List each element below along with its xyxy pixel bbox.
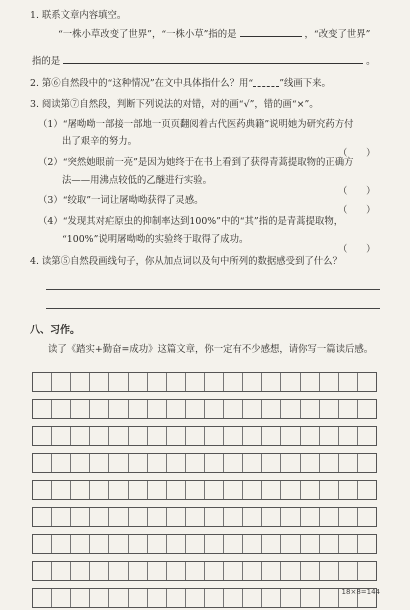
grid-cell[interactable]	[129, 427, 148, 445]
grid-cell[interactable]	[243, 508, 262, 526]
grid-row	[32, 534, 377, 554]
grid-cell[interactable]	[90, 427, 109, 445]
grid-cell[interactable]	[33, 481, 52, 499]
grid-row	[32, 426, 377, 446]
grid-cell[interactable]	[90, 508, 109, 526]
grid-cell[interactable]	[358, 481, 376, 499]
grid-cell[interactable]	[109, 508, 128, 526]
grid-cell[interactable]	[52, 535, 71, 553]
grid-cell[interactable]	[224, 454, 243, 472]
grid-cell[interactable]	[167, 373, 186, 391]
writing-grid[interactable]	[32, 372, 377, 608]
grid-cell[interactable]	[224, 508, 243, 526]
grid-cell[interactable]	[148, 589, 167, 607]
grid-cell[interactable]	[281, 481, 300, 499]
grid-cell[interactable]	[129, 481, 148, 499]
grid-row	[32, 399, 377, 419]
grid-cell[interactable]	[52, 589, 71, 607]
grid-cell[interactable]	[205, 508, 224, 526]
grid-cell[interactable]	[301, 508, 320, 526]
grid-cell[interactable]	[339, 562, 358, 580]
grid-cell[interactable]	[262, 589, 281, 607]
grid-cell[interactable]	[339, 508, 358, 526]
grid-row	[32, 507, 377, 527]
grid-cell[interactable]	[301, 427, 320, 445]
grid-cell[interactable]	[90, 562, 109, 580]
grid-cell[interactable]	[205, 400, 224, 418]
grid-cell[interactable]	[90, 373, 109, 391]
grid-cell[interactable]	[186, 400, 205, 418]
grid-cell[interactable]	[301, 400, 320, 418]
grid-cell[interactable]	[148, 562, 167, 580]
grid-cell[interactable]	[301, 562, 320, 580]
grid-cell[interactable]	[224, 481, 243, 499]
grid-cell[interactable]	[262, 562, 281, 580]
grid-cell[interactable]	[262, 481, 281, 499]
grid-cell[interactable]	[71, 562, 90, 580]
q1-blank-1[interactable]	[240, 36, 302, 37]
grid-row	[32, 453, 377, 473]
grid-cell[interactable]	[243, 427, 262, 445]
q3-item-4-line2: “100%”说明屠呦呦的实验终于取得了成功。	[62, 234, 249, 245]
grid-cell[interactable]	[320, 562, 339, 580]
grid-cell[interactable]	[129, 562, 148, 580]
grid-cell[interactable]	[186, 589, 205, 607]
q2-text-end: ”线画下来。	[279, 78, 331, 89]
grid-cell[interactable]	[243, 535, 262, 553]
grid-cell[interactable]	[281, 427, 300, 445]
grid-cell[interactable]	[167, 481, 186, 499]
grid-cell[interactable]	[243, 562, 262, 580]
grid-cell[interactable]	[109, 373, 128, 391]
grid-cell[interactable]	[320, 508, 339, 526]
grid-cell[interactable]	[167, 589, 186, 607]
grid-cell[interactable]	[33, 562, 52, 580]
q1-line1-text: “一株小草改变了世界”，“一株小草”指的是	[58, 29, 237, 40]
grid-cell[interactable]	[148, 373, 167, 391]
grid-cell[interactable]	[339, 400, 358, 418]
q1-line2-start: 指的是	[32, 56, 61, 67]
grid-cell[interactable]	[129, 589, 148, 607]
grid-cell[interactable]	[301, 589, 320, 607]
grid-cell[interactable]	[33, 508, 52, 526]
grid-cell[interactable]	[71, 373, 90, 391]
grid-cell[interactable]	[52, 562, 71, 580]
grid-cell[interactable]	[262, 535, 281, 553]
grid-cell[interactable]	[358, 454, 376, 472]
grid-cell[interactable]	[148, 481, 167, 499]
grid-cell[interactable]	[262, 454, 281, 472]
grid-cell[interactable]	[109, 562, 128, 580]
grid-cell[interactable]	[339, 427, 358, 445]
grid-cell[interactable]	[358, 508, 376, 526]
grid-cell[interactable]	[320, 427, 339, 445]
grid-cell[interactable]	[358, 535, 376, 553]
grid-cell[interactable]	[262, 427, 281, 445]
grid-cell[interactable]	[186, 535, 205, 553]
q3-item-4-line1: （4）“发现其对疟原虫的抑制率达到100%”中的“其”指的是青蒿提取物，	[38, 216, 344, 227]
grid-cell[interactable]	[109, 427, 128, 445]
grid-cell[interactable]	[320, 454, 339, 472]
grid-cell[interactable]	[205, 481, 224, 499]
grid-cell[interactable]	[262, 373, 281, 391]
grid-cell[interactable]	[243, 373, 262, 391]
grid-cell[interactable]	[224, 562, 243, 580]
q3-item-2-answer[interactable]: （ ）	[338, 186, 376, 197]
grid-row	[32, 588, 377, 608]
q3-item-3-line1: （3）“绞取”一词让屠呦呦获得了灵感。	[38, 195, 204, 206]
grid-cell[interactable]	[52, 481, 71, 499]
q1-line2-end: 。	[366, 56, 376, 67]
grid-cell[interactable]	[243, 481, 262, 499]
grid-cell[interactable]	[224, 373, 243, 391]
q4-answer-line-1[interactable]	[46, 289, 380, 290]
grid-cell[interactable]	[71, 589, 90, 607]
grid-cell[interactable]	[281, 535, 300, 553]
q2-question	[30, 78, 331, 90]
grid-count-note: 18×8=144	[341, 588, 380, 596]
grid-cell[interactable]	[129, 454, 148, 472]
grid-cell[interactable]	[339, 535, 358, 553]
grid-cell[interactable]	[320, 589, 339, 607]
grid-cell[interactable]	[129, 400, 148, 418]
grid-cell[interactable]	[320, 535, 339, 553]
grid-cell[interactable]	[167, 562, 186, 580]
q1-title: 1. 联系文章内容填空。	[30, 10, 127, 21]
q4-answer-line-2[interactable]	[46, 308, 380, 309]
grid-cell[interactable]	[109, 589, 128, 607]
grid-cell[interactable]	[109, 454, 128, 472]
grid-cell[interactable]	[186, 427, 205, 445]
grid-row	[32, 372, 377, 392]
grid-cell[interactable]	[358, 427, 376, 445]
grid-cell[interactable]	[301, 454, 320, 472]
q3-item-1-line1: （1）“屠呦呦一部接一部地一页页翻阅着古代医药典籍”说明她为研究药方付	[38, 119, 354, 130]
grid-cell[interactable]	[262, 400, 281, 418]
grid-cell[interactable]	[224, 400, 243, 418]
grid-cell[interactable]	[167, 535, 186, 553]
grid-cell[interactable]	[33, 373, 52, 391]
grid-cell[interactable]	[71, 508, 90, 526]
grid-cell[interactable]	[301, 481, 320, 499]
grid-cell[interactable]	[90, 454, 109, 472]
grid-cell[interactable]	[186, 562, 205, 580]
grid-cell[interactable]	[52, 427, 71, 445]
section8-prompt: 读了《踏实+勤奋=成功》这篇文章，你一定有不少感想，请你写一篇读后感。	[48, 344, 374, 355]
grid-cell[interactable]	[358, 400, 376, 418]
grid-cell[interactable]	[33, 454, 52, 472]
grid-cell[interactable]	[109, 535, 128, 553]
grid-cell[interactable]	[186, 481, 205, 499]
grid-cell[interactable]	[339, 481, 358, 499]
grid-cell[interactable]	[109, 481, 128, 499]
grid-cell[interactable]	[186, 454, 205, 472]
grid-cell[interactable]	[224, 535, 243, 553]
grid-cell[interactable]	[148, 535, 167, 553]
q3-title: 3. 阅读第⑦自然段，判断下列说法的对错，对的画“√”，错的画“×”。	[30, 99, 319, 110]
q2-text: 2. 第⑥自然段中的“这种情况”在文中具体指什么？用“	[30, 78, 254, 89]
grid-cell[interactable]	[243, 454, 262, 472]
q3-item-1-answer[interactable]: （ ）	[338, 148, 376, 159]
grid-cell[interactable]	[358, 562, 376, 580]
grid-cell[interactable]	[281, 508, 300, 526]
grid-cell[interactable]	[243, 589, 262, 607]
grid-cell[interactable]	[186, 373, 205, 391]
grid-cell[interactable]	[358, 373, 376, 391]
grid-cell[interactable]	[71, 427, 90, 445]
grid-cell[interactable]	[167, 400, 186, 418]
grid-cell[interactable]	[281, 454, 300, 472]
q1-blank-2[interactable]	[63, 63, 363, 64]
grid-cell[interactable]	[339, 373, 358, 391]
q4-question: 4. 读第⑤自然段画线句子，你从加点词以及句中所列的数据感受到了什么？	[30, 256, 342, 267]
grid-cell[interactable]	[320, 400, 339, 418]
grid-cell[interactable]	[148, 508, 167, 526]
grid-cell[interactable]	[301, 535, 320, 553]
q3-item-3-answer[interactable]: （ ）	[338, 205, 376, 216]
grid-cell[interactable]	[33, 427, 52, 445]
grid-cell[interactable]	[52, 400, 71, 418]
grid-cell[interactable]	[339, 454, 358, 472]
grid-cell[interactable]	[281, 373, 300, 391]
q1-line1	[58, 29, 370, 41]
grid-cell[interactable]	[167, 454, 186, 472]
q1-line2	[32, 56, 376, 68]
grid-cell[interactable]	[90, 535, 109, 553]
grid-cell[interactable]	[90, 400, 109, 418]
grid-cell[interactable]	[224, 427, 243, 445]
q3-item-2-line1: （2）“突然她眼前一亮”是因为她终于在书上看到了获得青蒿提取物的正确方	[38, 157, 354, 168]
grid-cell[interactable]	[186, 508, 205, 526]
grid-cell[interactable]	[262, 508, 281, 526]
grid-cell[interactable]	[281, 589, 300, 607]
grid-cell[interactable]	[90, 589, 109, 607]
grid-cell[interactable]	[167, 508, 186, 526]
grid-cell[interactable]	[148, 427, 167, 445]
grid-cell[interactable]	[320, 373, 339, 391]
grid-cell[interactable]	[320, 481, 339, 499]
grid-cell[interactable]	[205, 373, 224, 391]
grid-cell[interactable]	[224, 589, 243, 607]
grid-cell[interactable]	[167, 427, 186, 445]
grid-cell[interactable]	[243, 400, 262, 418]
section8-title: 八、习作。	[30, 325, 80, 336]
grid-cell[interactable]	[33, 400, 52, 418]
grid-cell[interactable]	[33, 589, 52, 607]
grid-cell[interactable]	[129, 535, 148, 553]
grid-cell[interactable]	[205, 589, 224, 607]
grid-cell[interactable]	[90, 481, 109, 499]
grid-cell[interactable]	[71, 481, 90, 499]
grid-cell[interactable]	[281, 562, 300, 580]
grid-cell[interactable]	[52, 373, 71, 391]
grid-cell[interactable]	[205, 535, 224, 553]
wavy-line-icon	[253, 80, 279, 87]
grid-cell[interactable]	[301, 373, 320, 391]
q3-item-4-answer[interactable]: （ ）	[338, 244, 376, 255]
grid-cell[interactable]	[205, 562, 224, 580]
grid-cell[interactable]	[148, 454, 167, 472]
grid-cell[interactable]	[129, 508, 148, 526]
grid-cell[interactable]	[71, 454, 90, 472]
grid-cell[interactable]	[129, 373, 148, 391]
grid-row	[32, 561, 377, 581]
grid-cell[interactable]	[52, 454, 71, 472]
grid-cell[interactable]	[148, 400, 167, 418]
grid-row	[32, 480, 377, 500]
grid-cell[interactable]	[71, 400, 90, 418]
grid-cell[interactable]	[205, 454, 224, 472]
grid-cell[interactable]	[33, 535, 52, 553]
grid-cell[interactable]	[109, 400, 128, 418]
q3-item-1-line2: 出了艰辛的努力。	[62, 136, 138, 147]
q3-item-2-line2: 法——用沸点较低的乙醚进行实验。	[62, 175, 213, 186]
grid-cell[interactable]	[281, 400, 300, 418]
grid-cell[interactable]	[71, 535, 90, 553]
q1-line1-end: ，“改变了世界”	[304, 29, 371, 40]
grid-cell[interactable]	[52, 508, 71, 526]
grid-cell[interactable]	[205, 427, 224, 445]
